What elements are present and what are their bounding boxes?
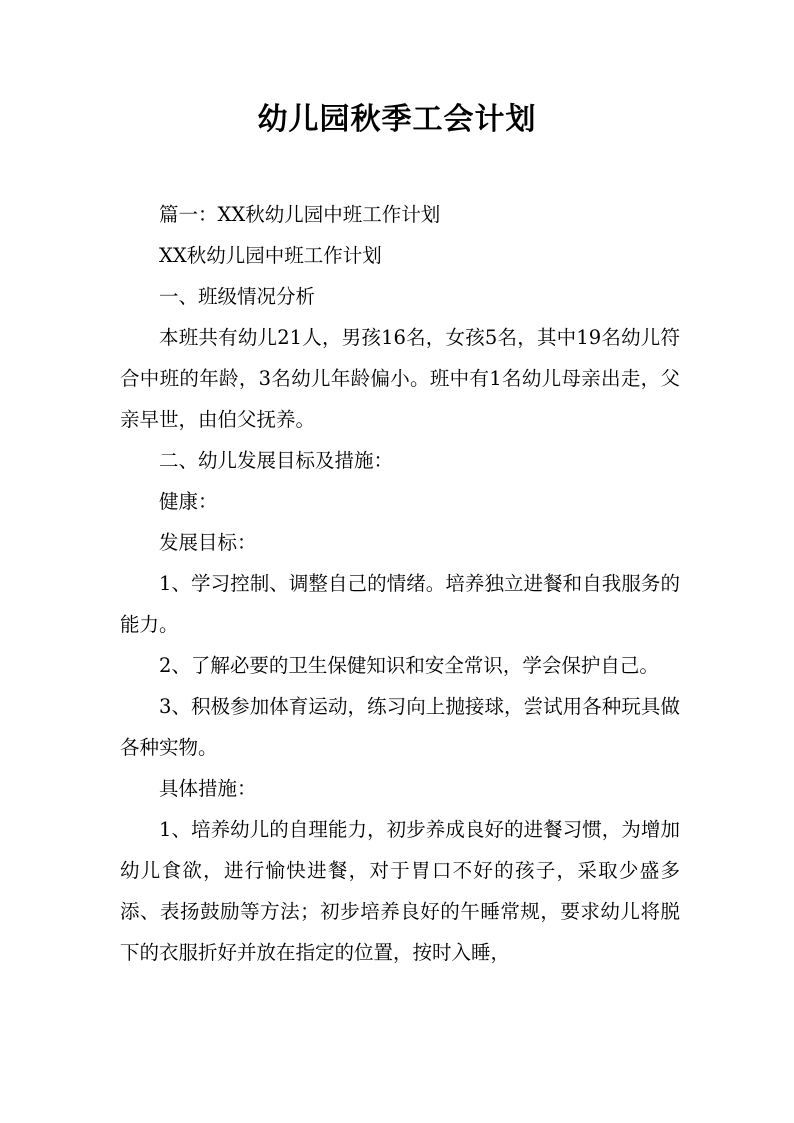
paragraph-heading-part-one: 篇一：XX秋幼儿园中班工作计划 bbox=[159, 203, 441, 226]
paragraph-health-heading: 健康： bbox=[159, 490, 218, 513]
paragraph-measure-1: 1、培养幼儿的自理能力，初步养成良好的进餐习惯，为增加幼儿食欲，进行愉快进餐，对于胃口不好的孩子，采取少盛多添、表扬鼓励等方法；初步培养良好的午睡常规，要求幼儿将脱下的衣服折好并放在指定的位置，按时入睡， bbox=[120, 818, 680, 964]
paragraph-class-analysis: 本班共有幼儿21人，男孩16名，女孩5名，其中19名幼儿符合中班的年龄，3名幼儿年龄偏小。班中有1名幼儿母亲出走，父亲早世，由伯父抚养。 bbox=[120, 326, 680, 431]
paragraph-measures-heading: 具体措施： bbox=[159, 777, 257, 800]
paragraph-goal-1: 1、学习控制、调整自己的情绪。培养独立进餐和自我服务的能力。 bbox=[120, 572, 680, 636]
paragraph-goals-heading: 发展目标： bbox=[159, 531, 257, 554]
document-body bbox=[120, 194, 680, 973]
paragraph-subtitle: XX秋幼儿园中班工作计划 bbox=[159, 244, 382, 267]
paragraph-goal-3: 3、积极参加体育运动，练习向上抛接球，尝试用各种玩具做各种实物。 bbox=[120, 695, 680, 759]
paragraph-goal-2: 2、了解必要的卫生保健知识和安全常识，学会保护自己。 bbox=[159, 654, 659, 677]
document-title: 幼儿园秋季工会计划 bbox=[257, 102, 537, 137]
paragraph-section-two-heading: 二、幼儿发展目标及措施： bbox=[159, 449, 394, 472]
paragraph-section-one-heading: 一、班级情况分析 bbox=[159, 285, 316, 308]
